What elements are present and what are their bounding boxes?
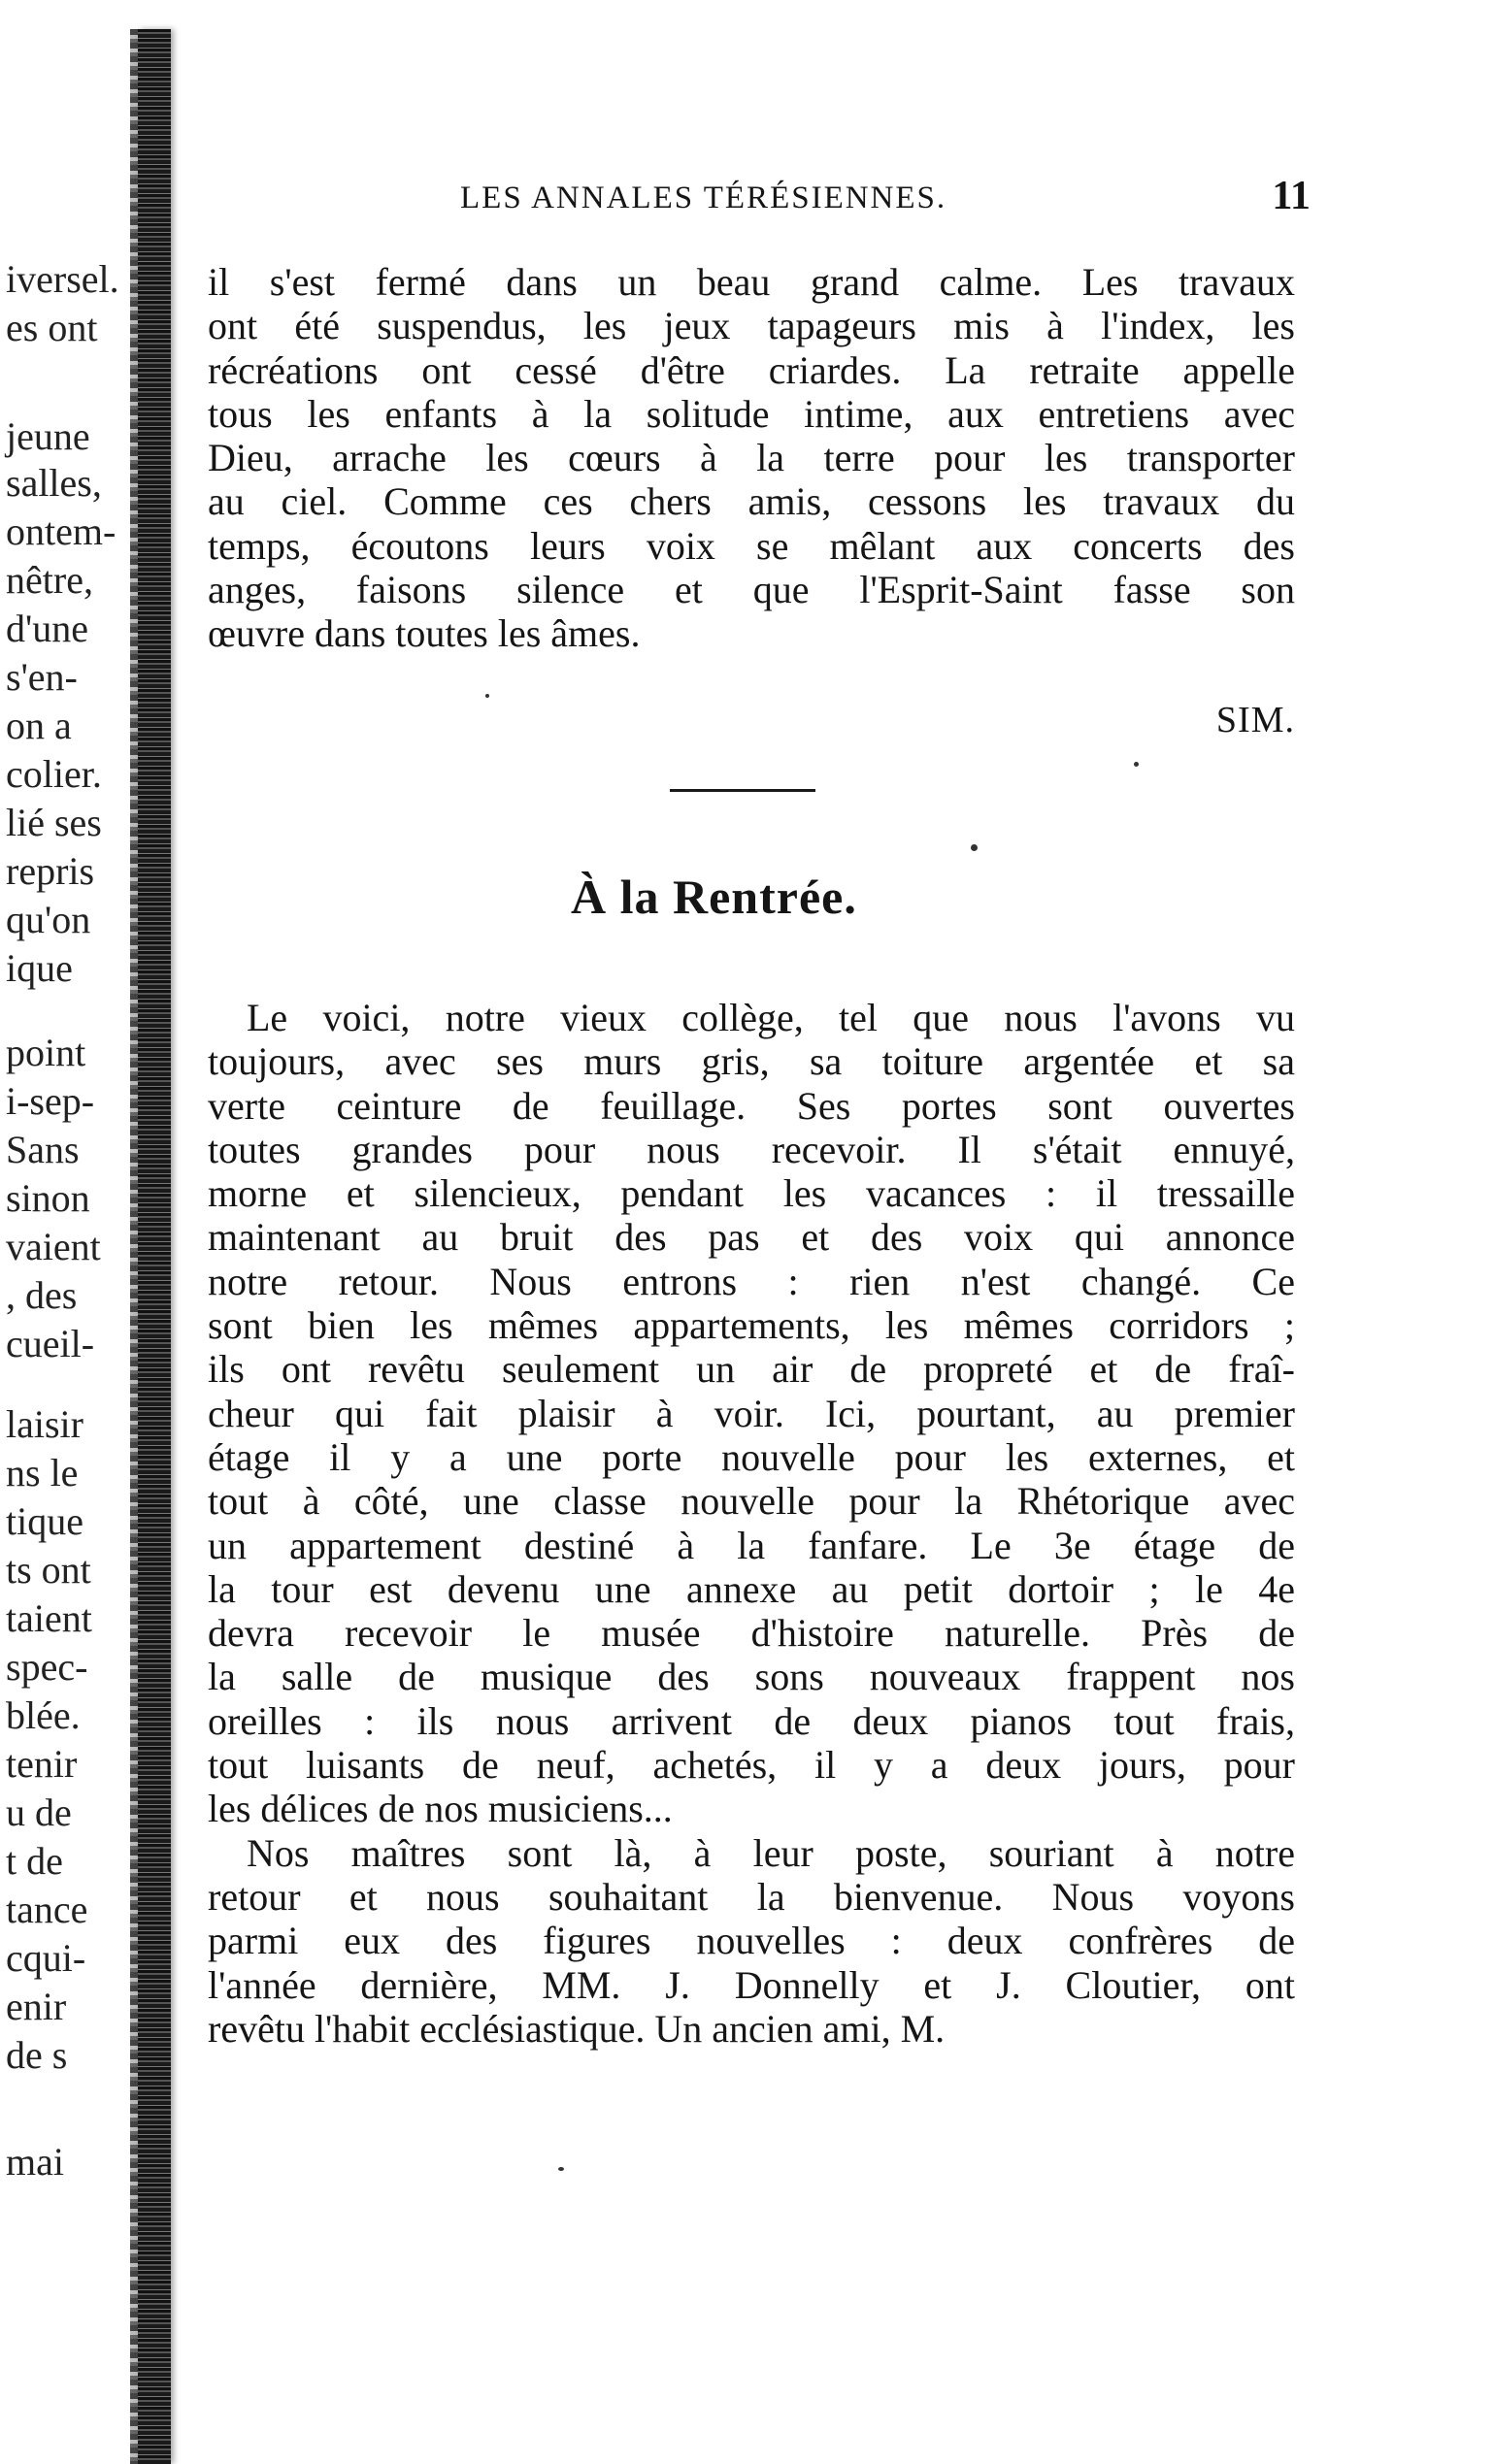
previous-page-fragment: cueil- [6,1322,95,1365]
text-line: anges, faisons silence et que l'Esprit-Saint fasse son [208,568,1295,612]
previous-page-fragment: tance [6,1888,88,1931]
text-line: tout luisants de neuf, achetés, il y a deux jours, pour [208,1743,1295,1788]
text-line: cheur qui fait plaisir à voir. Ici, pourtant, au premier [208,1391,1295,1435]
text-line: un appartement destiné à la fanfare. Le 3e étage de [208,1523,1295,1567]
previous-page-fragment: jeune [6,414,90,458]
previous-page-fragment: lié ses [6,801,102,844]
scan-speck [558,2167,564,2171]
section-title: À la Rentrée. [571,870,857,924]
text-line: sont bien les mêmes appartements, les mêmes corridors ; [208,1303,1295,1348]
previous-page-fragment: laisir [6,1402,83,1446]
running-title: LES ANNALES TÉRÉSIENNES. [460,181,947,215]
previous-page-fragment: i-sep- [6,1079,95,1123]
text-line: la tour est devenu une annexe au petit dortoir ; le 4e [208,1566,1295,1611]
text-line: étage il y a une porte nouvelle pour les externes, et [208,1434,1295,1479]
previous-page-fragment: ique [6,946,73,990]
text-line: temps, écoutons leurs voix se mêlant aux concerts des [208,523,1295,568]
text-line: récréations ont cessé d'être criardes. La retraite appelle [208,347,1295,392]
section-divider [670,789,815,792]
previous-page-fragment: es ont [6,306,98,349]
text-line: la salle de musique des sons nouveaux frappent nos [208,1655,1295,1699]
text-line: toujours, avec ses murs gris, sa toiture argentée et sa [208,1039,1295,1084]
previous-page-fragment: , des [6,1273,78,1317]
text-line: Dieu, arrache les cœurs à la terre pour les transporter [208,436,1295,480]
second-section-text [208,996,1295,2051]
previous-page-fragment: tenir [6,1742,78,1786]
previous-page-fragment: colier. [6,752,102,796]
previous-page-fragment: qu'on [6,898,91,941]
previous-page-fragment: de s [6,2033,68,2077]
previous-page-fragment: tique [6,1499,83,1543]
book-gutter [138,29,171,2464]
previous-page-fragment: taient [6,1596,92,1640]
scan-speck [971,844,978,851]
text-line: morne et silencieux, pendant les vacances : il tressaille [208,1171,1295,1216]
text-line: les délices de nos musiciens... [208,1787,673,1831]
previous-page-fragment: nêtre, [6,558,93,602]
text-line: toutes grandes pour nous recevoir. Il s'était ennuyé, [208,1127,1295,1171]
text-line: maintenant au bruit des pas et des voix qui annonce [208,1215,1295,1260]
previous-page-fragment: cqui- [6,1936,86,1980]
previous-page-fragment: s'en- [6,655,78,699]
text-line: ils ont revêtu seulement un air de propreté et de fraî- [208,1347,1295,1392]
text-line: Le voici, notre vieux collège, tel que nous l'avons vu [247,996,1295,1039]
first-section-text [208,260,1295,656]
scan-speck [485,694,489,698]
text-line: verte ceinture de feuillage. Ses portes sont ouvertes [208,1083,1295,1128]
text-line: devra recevoir le musée d'histoire naturelle. Près de [208,1611,1295,1656]
text-line: revêtu l'habit ecclésiastique. Un ancien ami, M. [208,2006,946,2051]
previous-page-fragment: t de [6,1839,63,1883]
previous-page-fragment: ontem- [6,509,116,553]
page-edge [130,29,138,2464]
previous-page-fragment: salles, [6,461,102,505]
paragraph [208,1831,1295,2051]
text-line: il s'est fermé dans un beau grand calme. Les travaux [208,260,1295,304]
text-line: tout à côté, une classe nouvelle pour la Rhétorique avec [208,1479,1295,1524]
previous-page-fragment: u de [6,1791,72,1834]
text-line: notre retour. Nous entrons : rien n'est changé. Ce [208,1259,1295,1303]
previous-page-fragment: ns le [6,1451,79,1495]
text-line: tous les enfants à la solitude intime, aux entretiens avec [208,391,1295,436]
previous-page-fragment: mai [6,2140,64,2184]
previous-page-fragment: enir [6,1985,67,2028]
running-head [208,173,1311,221]
previous-page-fragment: iversel. [6,257,119,301]
previous-page-fragment: Sans [6,1128,80,1171]
text-line: œuvre dans toutes les âmes. [208,611,641,656]
text-line: Nos maîtres sont là, à leur poste, souriant à notre [247,1830,1295,1875]
previous-page-fragment: on a [6,704,72,747]
previous-page-fragment: point [6,1031,86,1074]
text-line: au ciel. Comme ces chers amis, cessons les travaux du [208,479,1295,524]
previous-page-fragment: blée. [6,1693,81,1737]
text-line: oreilles : ils nous arrivent de deux pianos tout frais, [208,1698,1295,1743]
previous-page-fragment: sinon [6,1176,90,1220]
text-line: ont été suspendus, les jeux tapageurs mis à l'index, les [208,304,1295,348]
scan-speck [1134,762,1139,767]
text-line: retour et nous souhaitant la bienvenue. Nous voyons [208,1874,1295,1919]
page-number: 11 [1272,174,1311,218]
paragraph [208,996,1295,1831]
previous-page-fragment: repris [6,849,95,893]
text-line: parmi eux des figures nouvelles : deux confrères de [208,1919,1295,1963]
signature: SIM. [1215,700,1295,740]
previous-page-fragment: d'une [6,607,88,650]
text-line: l'année dernière, MM. J. Donnelly et J. Cloutier, ont [208,1962,1295,2007]
previous-page-fragment: vaient [6,1225,101,1268]
previous-page-fragment: ts ont [6,1548,91,1592]
previous-page-fragment: spec- [6,1645,88,1689]
